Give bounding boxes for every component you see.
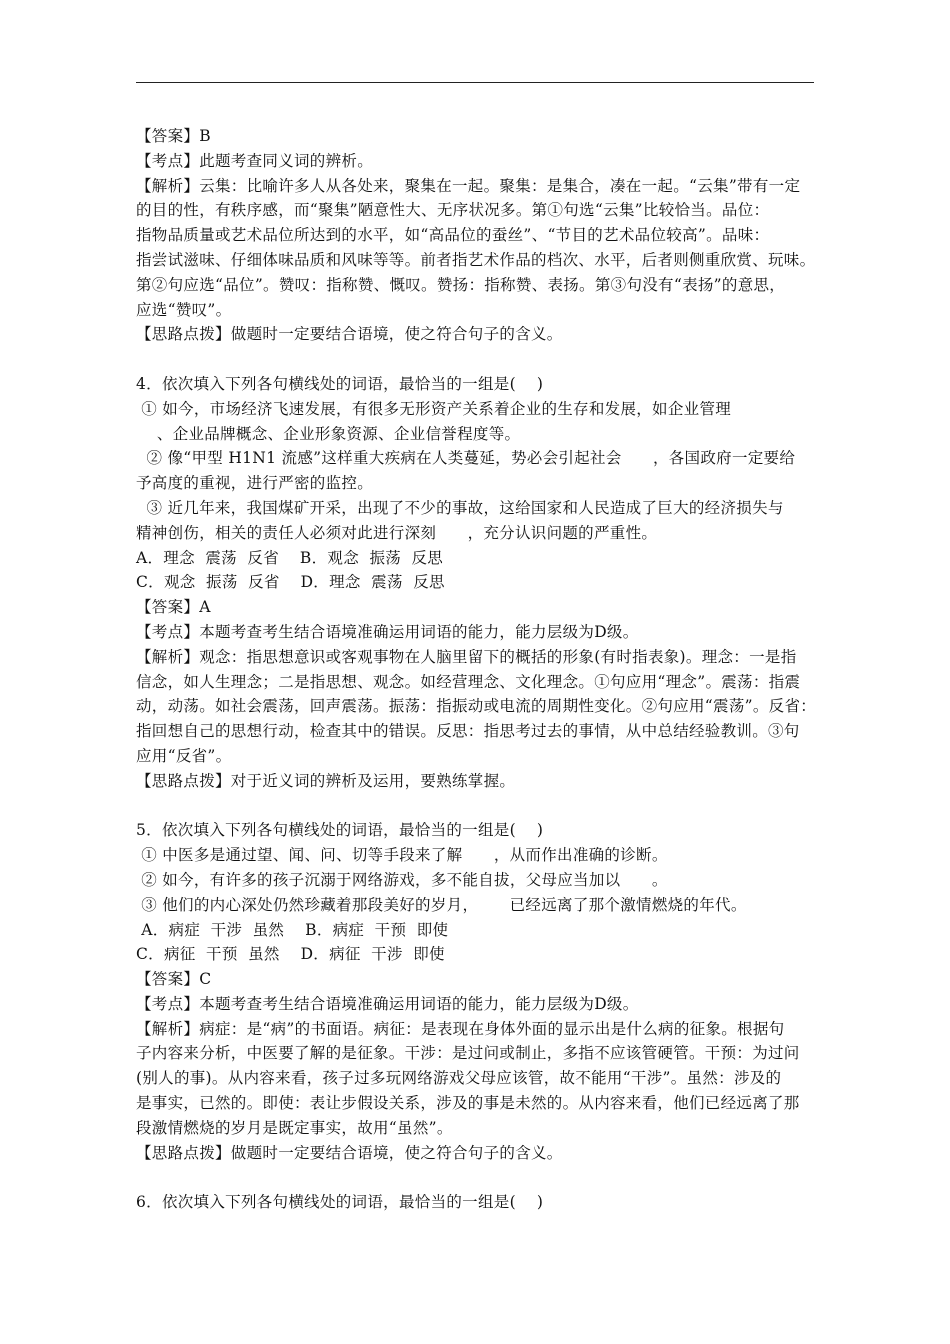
- answer-line: 【答案】C: [136, 970, 212, 989]
- paragraph-gap: [136, 347, 826, 372]
- analysis-line: 【解析】病症：是“病”的书面语。病征：是表现在身体外面的显示出是什么病的征象。根据句: [136, 1019, 785, 1038]
- paragraph-gap: [136, 794, 826, 819]
- question-title: 4．依次填入下列各句横线处的词语，最恰当的一组是( ): [136, 374, 544, 393]
- analysis-line: 指尝试滋味、仔细体味品质和风味等等。前者指艺术作品的档次、水平，后者则侧重欣赏、玩味。: [136, 250, 816, 269]
- paragraph-gap: [136, 1165, 826, 1190]
- question-4-block: [136, 372, 826, 794]
- document-body: [136, 124, 826, 1215]
- sentence-line: 予高度的重视，进行严密的监控。: [136, 474, 374, 493]
- sentence-line: ① 中医多是通过望、闻、问、切等手段来了解 ，从而作出准确的诊断。: [136, 846, 668, 865]
- answer-line: 【答案】B: [136, 127, 211, 145]
- analysis-line: (别人的事)。从内容来看，孩子过多玩网络游戏父母应该管，故不能用“干涉”。虽然：涉及的: [136, 1069, 782, 1088]
- question-title: 5．依次填入下列各句横线处的词语，最恰当的一组是( ): [136, 821, 544, 840]
- sentence-line: ② 像“甲型 H1N1 流感”这样重大疾病在人类蔓延，势必会引起社会 ，各国政府一定要给: [136, 449, 796, 468]
- question-title: 6．依次填入下列各句横线处的词语，最恰当的一组是( ): [136, 1193, 544, 1212]
- analysis-line: 动，动荡。如社会震荡，回声震荡。振荡：指振动或电流的周期性变化。②句应用“震荡”。反省：: [136, 697, 817, 716]
- sentence-line: ③ 他们的内心深处仍然珍藏着那段美好的岁月， 已经远离了那个激情燃烧的年代。: [136, 895, 747, 914]
- hint-line: 【思路点拨】做题时一定要结合语境，使之符合句子的含义。: [136, 1143, 563, 1162]
- option-line: A．理念 震荡 反省 B．观念 振荡 反思: [136, 548, 444, 567]
- analysis-line: 第②句应选“品位”。赞叹：指称赞、慨叹。赞扬：指称赞、表扬。第③句没有“表扬”的意思，: [136, 275, 786, 294]
- sentence-line: ① 如今，市场经济飞速发展，有很多无形资产关系着企业的生存和发展，如企业管理: [136, 399, 732, 418]
- header-rule: [136, 82, 814, 83]
- sentence-line: ② 如今，有许多的孩子沉溺于网络游戏，多不能自拔，父母应当加以 。: [136, 870, 668, 889]
- exam-point-line: 【考点】本题考查考生结合语境准确运用词语的能力，能力层级为D级。: [136, 994, 639, 1013]
- option-line: C．病征 干预 虽然 D．病征 干涉 即使: [136, 945, 445, 964]
- question-5-block: [136, 818, 826, 1165]
- question-6-block: [136, 1190, 826, 1215]
- exam-point-line: 【考点】此题考查同义词的辨析。: [136, 151, 374, 170]
- analysis-line: 【解析】云集：比喻许多人从各处来，聚集在一起。聚集：是集合，凑在一起。“云集”带有一定: [136, 176, 801, 195]
- analysis-line: 【解析】观念：指思想意识或客观事物在人脑里留下的概括的形象(有时指表象)。理念：一是指: [136, 647, 797, 666]
- hint-line: 【思路点拨】做题时一定要结合语境，使之符合句子的含义。: [136, 325, 563, 344]
- analysis-line: 的目的性，有秩序感，而“聚集”陋意性大、无序状况多。第①句选“云集”比较恰当。品位：: [136, 201, 770, 220]
- analysis-line: 应用“反省”。: [136, 746, 232, 765]
- analysis-line: 信念，如人生理念；二是指思想、观念。如经营理念、文化理念。①句应用“理念”。震荡：指震: [136, 672, 801, 691]
- analysis-line: 应选“赞叹”。: [136, 300, 232, 319]
- sentence-line: ③ 近几年来，我国煤矿开采，出现了不少的事故，这给国家和人民造成了巨大的经济损失与: [136, 498, 784, 517]
- question-3-answer-block: [136, 124, 826, 347]
- analysis-line: 指物品质量或艺术品位所达到的水平，如“高品位的蚕丝”、“节目的艺术品位较高”。品味：: [136, 226, 770, 245]
- answer-line: 【答案】A: [136, 598, 211, 617]
- analysis-line: 是事实，已然的。即使：表让步假设关系，涉及的事是未然的。从内容来看，他们已经远离了那: [136, 1094, 800, 1113]
- option-line: A．病症 干涉 虽然 B．病症 干预 即使: [136, 920, 449, 939]
- hint-line: 【思路点拨】对于近义词的辨析及运用，要熟练掌握。: [136, 771, 516, 790]
- option-line: C．观念 振荡 反省 D．理念 震荡 反思: [136, 573, 445, 592]
- sentence-line: 、企业品牌概念、企业形象资源、企业信誉程度等。: [136, 424, 521, 443]
- analysis-line: 指回想自己的思想行动，检查其中的错误。反思：指思考过去的事情，从中总结经验教训。③句: [136, 722, 800, 741]
- exam-point-line: 【考点】本题考查考生结合语境准确运用词语的能力，能力层级为D级。: [136, 622, 639, 641]
- analysis-line: 段激情燃烧的岁月是既定事实，故用“虽然”。: [136, 1118, 453, 1137]
- sentence-line: 精神创伤，相关的责任人必须对此进行深刻 ，充分认识问题的严重性。: [136, 523, 658, 542]
- analysis-line: 子内容来分析，中医要了解的是征象。干涉：是过问或制止，多指不应该管硬管。干预：为过问: [136, 1044, 800, 1063]
